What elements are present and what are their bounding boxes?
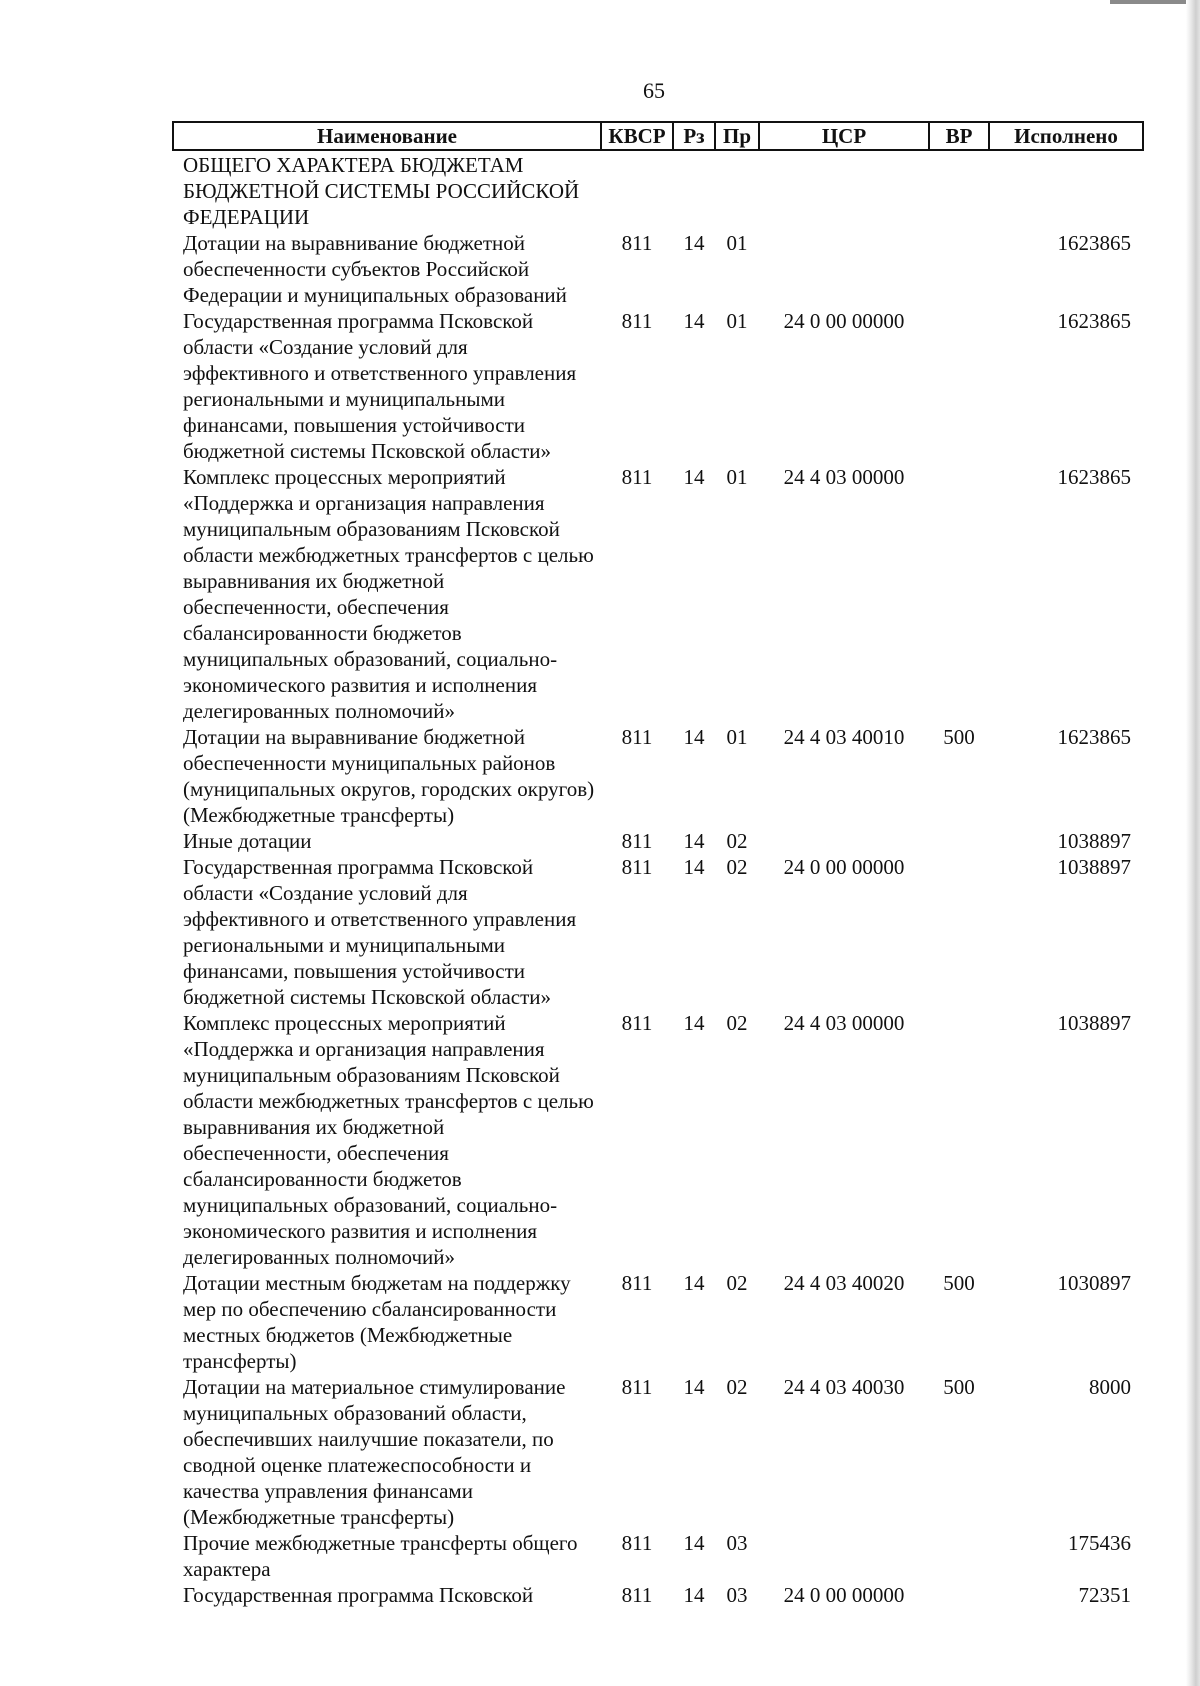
cell-vr	[929, 854, 989, 1010]
cell-executed: 1623865	[1057, 465, 1131, 489]
table-row	[173, 464, 1143, 724]
cell-name: Государственная программа Псковской области «Создание условий для эффективного и ответственного управления региональными и муниципальными финансами, повышения устойчивости бюджетной системы Псковской области»	[183, 309, 577, 463]
header-csr: ЦСР	[759, 122, 929, 150]
cell-csr: 24 4 03 40030	[783, 1375, 905, 1399]
cell-name: Государственная программа Псковской	[183, 1583, 534, 1607]
cell-name: Иные дотации	[183, 829, 312, 853]
header-row	[173, 122, 1143, 150]
scan-edge-right	[1186, 0, 1200, 1686]
cell-name: ОБЩЕГО ХАРАКТЕРА БЮДЖЕТАМ БЮДЖЕТНОЙ СИСТЕМЫ РОССИЙСКОЙ ФЕДЕРАЦИИ	[183, 153, 580, 229]
cell-kvsr: 811	[621, 855, 653, 879]
cell-rz: 14	[683, 1375, 705, 1399]
cell-pr: 03	[726, 1531, 748, 1555]
cell-executed: 1623865	[1057, 231, 1131, 255]
cell-kvsr: 811	[621, 465, 653, 489]
cell-csr: 24 4 03 40010	[783, 725, 905, 749]
cell-pr: 01	[726, 309, 748, 333]
cell-csr: 24 4 03 00000	[783, 1011, 905, 1035]
table-row	[173, 1582, 1143, 1608]
cell-executed: 1623865	[1057, 725, 1131, 749]
cell-name: Дотации на материальное стимулирование муниципальных образований области, обеспечивших наилучшие показатели, по сводной оценке платежеспособности и качества управления финансами (Межбюджетные трансферты)	[183, 1375, 566, 1529]
cell-pr: 01	[726, 725, 748, 749]
table-row	[173, 1530, 1143, 1582]
table-row	[173, 828, 1143, 854]
table-row	[173, 308, 1143, 464]
header-rz: Рз	[673, 122, 715, 150]
cell-executed: 1038897	[1057, 1011, 1131, 1035]
cell-vr	[929, 1530, 989, 1582]
cell-kvsr: 811	[621, 1531, 653, 1555]
cell-vr	[929, 828, 989, 854]
cell-vr	[929, 230, 989, 308]
cell-csr: 24 4 03 40020	[783, 1271, 905, 1295]
cell-vr: 500	[943, 725, 975, 749]
cell-kvsr: 811	[621, 1011, 653, 1035]
cell-csr	[759, 230, 929, 308]
cell-kvsr: 811	[621, 1375, 653, 1399]
cell-pr: 02	[726, 1375, 748, 1399]
cell-pr	[715, 150, 759, 230]
cell-executed: 1038897	[1057, 829, 1131, 853]
cell-vr: 500	[943, 1271, 975, 1295]
cell-rz: 14	[683, 231, 705, 255]
cell-vr	[929, 1582, 989, 1608]
cell-pr: 02	[726, 1011, 748, 1035]
cell-pr: 03	[726, 1583, 748, 1607]
cell-name: Комплекс процессных мероприятий «Поддержка и организация направления муниципальным образованиям Псковской области межбюджетных трансфертов с целью выравнивания их бюджетной обеспеченности, обеспечения сбалансированности бюджетов муниципальных образований, социально-экономического развития и исполнения делегированных полномочий»	[183, 465, 594, 723]
cell-name: Дотации местным бюджетам на поддержку мер по обеспечению сбалансированности местных бюджетов (Межбюджетные трансферты)	[183, 1271, 571, 1373]
cell-rz: 14	[683, 465, 705, 489]
cell-name: Комплекс процессных мероприятий «Поддержка и организация направления муниципальным образованиям Псковской области межбюджетных трансфертов с целью выравнивания их бюджетной обеспеченности, обеспечения сбалансированности бюджетов муниципальных образований, социально-экономического развития и исполнения делегированных полномочий»	[183, 1011, 594, 1269]
table-row	[173, 230, 1143, 308]
cell-csr: 24 0 00 00000	[783, 855, 905, 879]
cell-executed: 72351	[1078, 1583, 1131, 1607]
cell-rz	[673, 150, 715, 230]
cell-rz: 14	[683, 829, 705, 853]
header-vr: ВР	[929, 122, 989, 150]
page-number: 65	[643, 78, 665, 103]
table-row	[173, 1374, 1143, 1530]
cell-csr: 24 0 00 00000	[783, 1583, 905, 1607]
cell-kvsr: 811	[621, 231, 653, 255]
cell-kvsr: 811	[621, 725, 653, 749]
table-row	[173, 854, 1143, 1010]
cell-executed: 8000	[1089, 1375, 1131, 1399]
cell-pr: 02	[726, 1271, 748, 1295]
cell-csr: 24 0 00 00000	[783, 309, 905, 333]
cell-name: Прочие межбюджетные трансферты общего характера	[183, 1531, 578, 1581]
cell-kvsr: 811	[621, 1583, 653, 1607]
cell-rz: 14	[683, 1271, 705, 1295]
cell-rz: 14	[683, 855, 705, 879]
cell-name: Государственная программа Псковской области «Создание условий для эффективного и ответственного управления региональными и муниципальными финансами, повышения устойчивости бюджетной системы Псковской области»	[183, 855, 577, 1009]
cell-csr	[759, 150, 929, 230]
cell-vr	[929, 308, 989, 464]
table-row	[173, 1270, 1143, 1374]
cell-pr: 02	[726, 829, 748, 853]
cell-rz: 14	[683, 309, 705, 333]
cell-pr: 01	[726, 231, 748, 255]
header-name: Наименование	[173, 122, 601, 150]
header-executed: Исполнено	[989, 122, 1143, 150]
cell-rz: 14	[683, 1011, 705, 1035]
cell-executed: 1038897	[1057, 855, 1131, 879]
table-row	[173, 1010, 1143, 1270]
cell-csr: 24 4 03 00000	[783, 465, 905, 489]
cell-kvsr: 811	[621, 309, 653, 333]
cell-executed: 175436	[1068, 1531, 1131, 1555]
header-pr: Пр	[715, 122, 759, 150]
header-kvsr: КВСР	[601, 122, 673, 150]
cell-name: Дотации на выравнивание бюджетной обеспеченности субъектов Российской Федерации и муниципальных образований	[183, 231, 567, 307]
cell-pr: 02	[726, 855, 748, 879]
budget-table	[172, 121, 1144, 1608]
cell-vr: 500	[943, 1375, 975, 1399]
table-header	[173, 122, 1143, 150]
cell-csr	[759, 1530, 929, 1582]
cell-executed	[989, 150, 1143, 230]
cell-vr	[929, 150, 989, 230]
cell-pr: 01	[726, 465, 748, 489]
table-row	[173, 724, 1143, 828]
cell-kvsr: 811	[621, 1271, 653, 1295]
cell-kvsr: 811	[621, 829, 653, 853]
table-row	[173, 150, 1143, 230]
cell-name: Дотации на выравнивание бюджетной обеспеченности муниципальных районов (муниципальных округов, городских округов) (Межбюджетные трансферты)	[183, 725, 595, 827]
cell-kvsr	[601, 150, 673, 230]
cell-executed: 1623865	[1057, 309, 1131, 333]
cell-vr	[929, 464, 989, 724]
cell-rz: 14	[683, 1583, 705, 1607]
cell-executed: 1030897	[1057, 1271, 1131, 1295]
cell-rz: 14	[683, 725, 705, 749]
cell-rz: 14	[683, 1531, 705, 1555]
cell-vr	[929, 1010, 989, 1270]
table-body	[173, 150, 1143, 1608]
cell-csr	[759, 828, 929, 854]
